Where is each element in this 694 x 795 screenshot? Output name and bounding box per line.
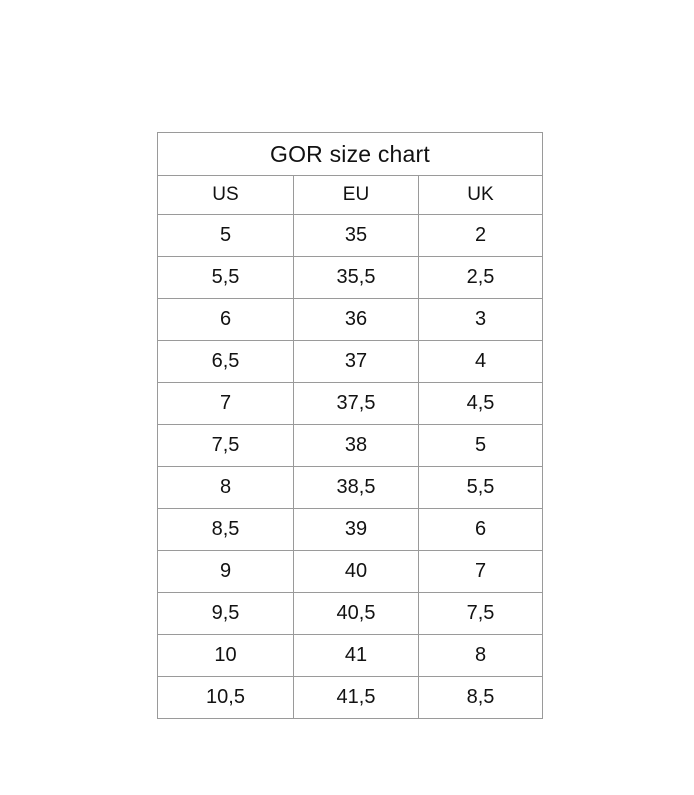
cell-uk: 5,5 bbox=[419, 467, 543, 509]
cell-uk: 4 bbox=[419, 341, 543, 383]
cell-eu: 35,5 bbox=[294, 257, 419, 299]
cell-eu: 35 bbox=[294, 215, 419, 257]
cell-eu: 40 bbox=[294, 551, 419, 593]
cell-eu: 39 bbox=[294, 509, 419, 551]
column-header-uk: UK bbox=[419, 176, 543, 215]
table-row bbox=[158, 551, 543, 593]
cell-uk: 6 bbox=[419, 509, 543, 551]
cell-us: 10 bbox=[158, 635, 294, 677]
cell-eu: 38,5 bbox=[294, 467, 419, 509]
column-header-eu: EU bbox=[294, 176, 419, 215]
cell-eu: 38 bbox=[294, 425, 419, 467]
cell-us: 7 bbox=[158, 383, 294, 425]
cell-eu: 41,5 bbox=[294, 677, 419, 719]
cell-eu: 41 bbox=[294, 635, 419, 677]
cell-us: 6 bbox=[158, 299, 294, 341]
cell-uk: 4,5 bbox=[419, 383, 543, 425]
table-row bbox=[158, 509, 543, 551]
cell-us: 5,5 bbox=[158, 257, 294, 299]
table-row bbox=[158, 257, 543, 299]
cell-uk: 8 bbox=[419, 635, 543, 677]
cell-us: 8,5 bbox=[158, 509, 294, 551]
cell-uk: 3 bbox=[419, 299, 543, 341]
table-row bbox=[158, 677, 543, 719]
size-chart-table bbox=[157, 132, 543, 719]
size-chart-container bbox=[157, 132, 542, 719]
table-row bbox=[158, 341, 543, 383]
table-header-row bbox=[158, 176, 543, 215]
table-row bbox=[158, 299, 543, 341]
cell-us: 6,5 bbox=[158, 341, 294, 383]
cell-eu: 37 bbox=[294, 341, 419, 383]
table-row bbox=[158, 215, 543, 257]
table-row bbox=[158, 425, 543, 467]
cell-us: 7,5 bbox=[158, 425, 294, 467]
cell-us: 9,5 bbox=[158, 593, 294, 635]
cell-us: 8 bbox=[158, 467, 294, 509]
cell-uk: 2,5 bbox=[419, 257, 543, 299]
cell-uk: 8,5 bbox=[419, 677, 543, 719]
table-row bbox=[158, 635, 543, 677]
table-row bbox=[158, 593, 543, 635]
cell-eu: 40,5 bbox=[294, 593, 419, 635]
table-row bbox=[158, 383, 543, 425]
cell-us: 9 bbox=[158, 551, 294, 593]
cell-uk: 7,5 bbox=[419, 593, 543, 635]
chart-title: GOR size chart bbox=[158, 133, 543, 176]
cell-us: 10,5 bbox=[158, 677, 294, 719]
cell-eu: 36 bbox=[294, 299, 419, 341]
cell-uk: 7 bbox=[419, 551, 543, 593]
cell-us: 5 bbox=[158, 215, 294, 257]
column-header-us: US bbox=[158, 176, 294, 215]
cell-uk: 2 bbox=[419, 215, 543, 257]
cell-eu: 37,5 bbox=[294, 383, 419, 425]
table-row bbox=[158, 467, 543, 509]
table-title-row bbox=[158, 133, 543, 176]
cell-uk: 5 bbox=[419, 425, 543, 467]
